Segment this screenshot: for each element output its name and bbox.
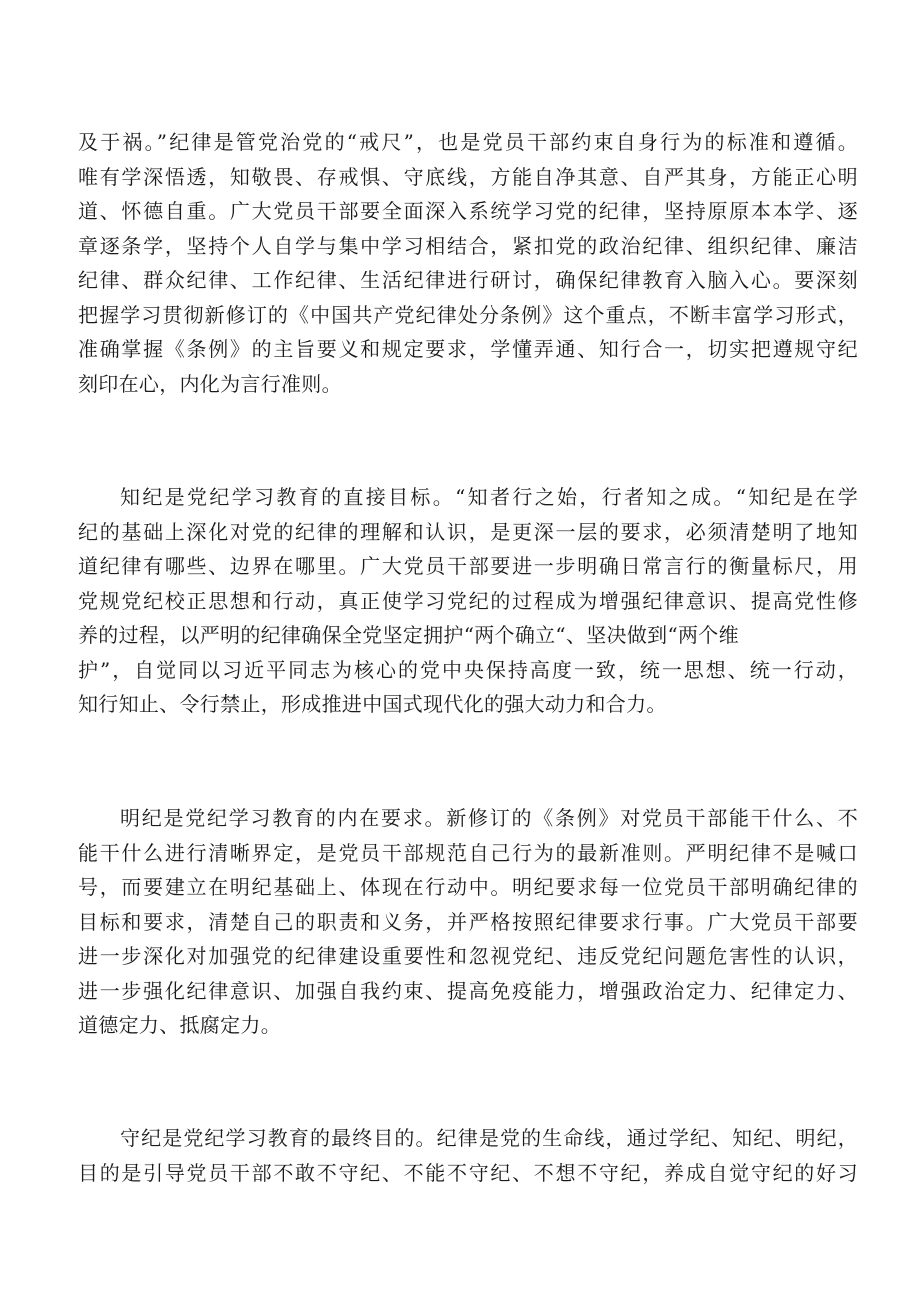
text-line: 刻印在心，内化为言行准则。 (78, 371, 342, 396)
text-line: 道、怀德自重。广大党员干部要全面深入系统学习党的纪律，坚持原原本本学、逐 (78, 199, 858, 223)
text-line: 明纪是党纪学习教育的内在要求。新修订的《条例》对党员干部能干什么、不 (120, 806, 858, 830)
text-line: 准确掌握《条例》的主旨要义和规定要求，学懂弄通、知行合一，切实把遵规守纪 (78, 337, 858, 361)
text-line: 章逐条学，坚持个人自学与集中学习相结合，紧扣党的政治纪律、组织纪律、廉洁 (78, 233, 858, 258)
text-line: 进一步深化对加强党的纪律建设重要性和忽视党纪、违反党纪问题危害性的认识， (78, 944, 858, 968)
paragraph-understand-discipline (78, 801, 858, 1043)
text-line: 养的过程，以严明的纪律确保全党坚定拥护“两个确立“、坚决做到“两个维 (78, 623, 739, 647)
text-line: 把握学习贯彻新修订的《中国共产党纪律处分条例》这个重点，不断丰富学习形式， (78, 302, 858, 327)
text-line: 目的是引导党员干部不敢不守纪、不能不守纪、不想不守纪，养成自觉守纪的好习 (78, 1160, 858, 1185)
text-line: 守纪是党纪学习教育的最终目的。纪律是党的生命线，通过学纪、知纪、明纪， (120, 1126, 858, 1150)
text-line: 知纪是党纪学习教育的直接目标。“知者行之始，行者知之成。“知纪是在学 (120, 485, 858, 509)
text-line: 唯有学深悟透，知敬畏、存戒惧、守底线，方能自净其意、自严其身，方能正心明 (78, 164, 858, 189)
text-line: 护”，自觉同以习近平同志为核心的党中央保持高度一致，统一思想、统一行动， (78, 657, 858, 682)
text-line: 及于祸。”纪律是管党治党的“戒尺”，也是党员干部约束自身行为的标准和遵循。 (78, 130, 858, 154)
text-line: 能干什么进行清晰界定，是党员干部规范自己行为的最新准则。严明纪律不是喊口 (78, 840, 858, 865)
text-line: 道德定力、抵腐定力。 (78, 1013, 281, 1037)
paragraph-discipline-learning (78, 125, 858, 401)
paragraph-observe-discipline (78, 1121, 858, 1190)
text-line: 号，而要建立在明纪基础上、体现在行动中。明纪要求每一位党员干部明确纪律的 (78, 875, 858, 899)
text-line: 党规党纪校正思想和行动，真正使学习党纪的过程成为增强纪律意识、提高党性修 (78, 588, 858, 613)
paragraph-know-discipline (78, 480, 858, 722)
text-line: 进一步强化纪律意识、加强自我约束、提高免疫能力，增强政治定力、纪律定力、 (78, 978, 858, 1003)
text-line: 道纪律有哪些、边界在哪里。广大党员干部要进一步明确日常言行的衡量标尺，用 (78, 554, 858, 578)
text-line: 知行知止、令行禁止，形成推进中国式现代化的强大动力和合力。 (78, 692, 667, 716)
text-line: 纪的基础上深化对党的纪律的理解和认识，是更深一层的要求，必须清楚明了地知 (78, 519, 858, 544)
text-line: 纪律、群众纪律、工作纪律、生活纪律进行研讨，确保纪律教育入脑入心。要深刻 (78, 268, 858, 292)
text-line: 目标和要求，清楚自己的职责和义务，并严格按照纪律要求行事。广大党员干部要 (78, 909, 858, 934)
